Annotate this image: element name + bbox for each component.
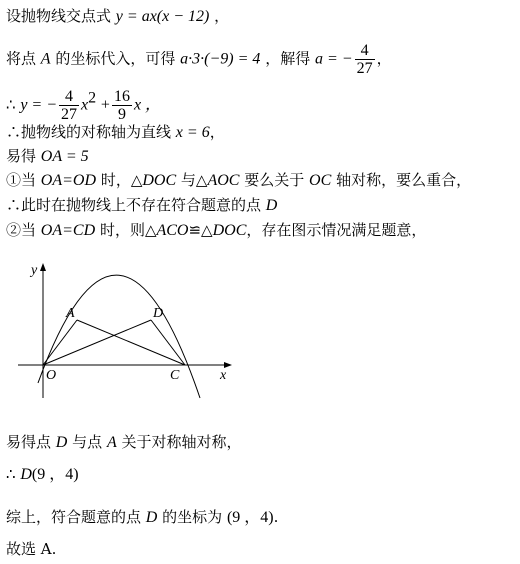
text-segment: ，存在图示情况满足题意， — [246, 221, 427, 239]
fraction-numerator: 4 — [59, 88, 79, 106]
equation-intercept-form: y = ax(x − 12) — [115, 8, 210, 25]
fraction-16-9 — [112, 88, 132, 123]
fraction-denominator: 27 — [356, 60, 373, 77]
label-y: y — [31, 263, 38, 278]
variable-x: x — [81, 96, 89, 114]
text-segment: 设抛物线交点式 — [6, 7, 112, 25]
label-d: D — [153, 306, 164, 321]
line-8 — [6, 220, 426, 241]
text-segment: ①当 — [6, 171, 37, 189]
line-1 — [6, 6, 229, 27]
line-11 — [6, 507, 278, 528]
text-segment: 综上，符合题意的点 — [6, 508, 142, 526]
text-segment: 时，则△ — [99, 221, 157, 239]
text-segment: ②当 — [6, 221, 37, 239]
equation-axis-of-symmetry: x = 6 — [175, 124, 210, 141]
condition-oa-cd: OA=CD — [40, 222, 96, 239]
point-a-label: A — [40, 50, 51, 68]
therefore-symbol: ∴ — [6, 465, 16, 483]
plus-sign: + — [100, 96, 110, 114]
parabola-figure — [10, 255, 250, 405]
fraction-4-27 — [59, 88, 79, 123]
punctuation: ， — [214, 7, 230, 25]
equation-substitution: a·3·(−9) = 4 — [180, 50, 261, 68]
y-axis-arrow — [40, 263, 46, 271]
punctuation: . — [273, 508, 279, 526]
text-segment: 关于对称轴对称， — [121, 433, 242, 451]
line-10 — [6, 464, 79, 485]
text-segment: 时，△ — [100, 171, 143, 189]
coordinate-d: (9 ，4) — [226, 509, 274, 526]
line-3 — [6, 88, 161, 123]
segment-ac — [77, 320, 185, 365]
equation-parabola-left: y = − — [20, 96, 58, 114]
text-segment: 易得点 — [6, 433, 52, 451]
label-o: O — [46, 368, 57, 383]
text-segment: 与△ — [180, 171, 208, 189]
triangle-doc: DOC — [142, 172, 177, 189]
point-d-label: D — [20, 466, 32, 483]
point-d-label: D — [145, 509, 158, 526]
fraction-numerator: 16 — [113, 88, 130, 105]
triangle-aoc: AOC — [207, 172, 240, 189]
text-segment: 轴对称，要么重合， — [336, 171, 472, 189]
line-5 — [6, 146, 89, 167]
line-9 — [6, 432, 242, 453]
text-segment: ，解得 — [265, 49, 311, 68]
point-d-label: D — [55, 434, 68, 451]
congruent-symbol: ≌△ — [188, 221, 213, 239]
line-6 — [6, 170, 471, 191]
text-segment: 易得 — [6, 147, 37, 165]
line-12 — [6, 539, 56, 559]
answer-choice: 故选 A. — [6, 540, 57, 558]
text-segment: 要么关于 — [244, 171, 305, 189]
triangle-doc: DOC — [212, 222, 247, 239]
punctuation: ， — [209, 123, 225, 141]
therefore-symbol: ∴ — [6, 95, 16, 114]
line-4 — [6, 122, 225, 143]
punctuation: ， — [376, 49, 392, 68]
fraction-4-27 — [355, 42, 375, 77]
condition-oa-od: OA=OD — [40, 172, 97, 189]
text-segment: ∴此时在抛物线上不存在符合题意的点 — [6, 196, 262, 214]
text-segment: 与点 — [72, 433, 103, 451]
exponent: 2 — [88, 89, 97, 107]
triangle-aco: ACO — [156, 222, 189, 239]
equation-oa-length: OA = 5 — [40, 148, 89, 165]
fraction-denominator: 9 — [117, 106, 126, 123]
text-segment: 将点 — [6, 49, 37, 68]
fraction-numerator: 4 — [355, 42, 375, 60]
line-2 — [6, 42, 392, 77]
coordinate-d: (9 ，4) — [31, 466, 79, 483]
equation-a-value: a = − — [314, 50, 353, 68]
text-segment: ∴抛物线的对称轴为直线 — [6, 123, 172, 141]
label-x: x — [220, 368, 227, 383]
segment-od — [43, 320, 151, 365]
variable-x-end: x ， — [133, 96, 162, 114]
label-c: C — [170, 368, 180, 383]
fraction-denominator: 27 — [61, 106, 78, 123]
point-d-label: D — [265, 197, 278, 214]
text-segment: 的坐标代入，可得 — [55, 49, 176, 68]
point-a-label: A — [106, 434, 117, 451]
text-segment: 的坐标为 — [162, 508, 223, 526]
axis-oc: OC — [309, 172, 332, 189]
line-7 — [6, 195, 277, 216]
label-a: A — [66, 306, 75, 321]
